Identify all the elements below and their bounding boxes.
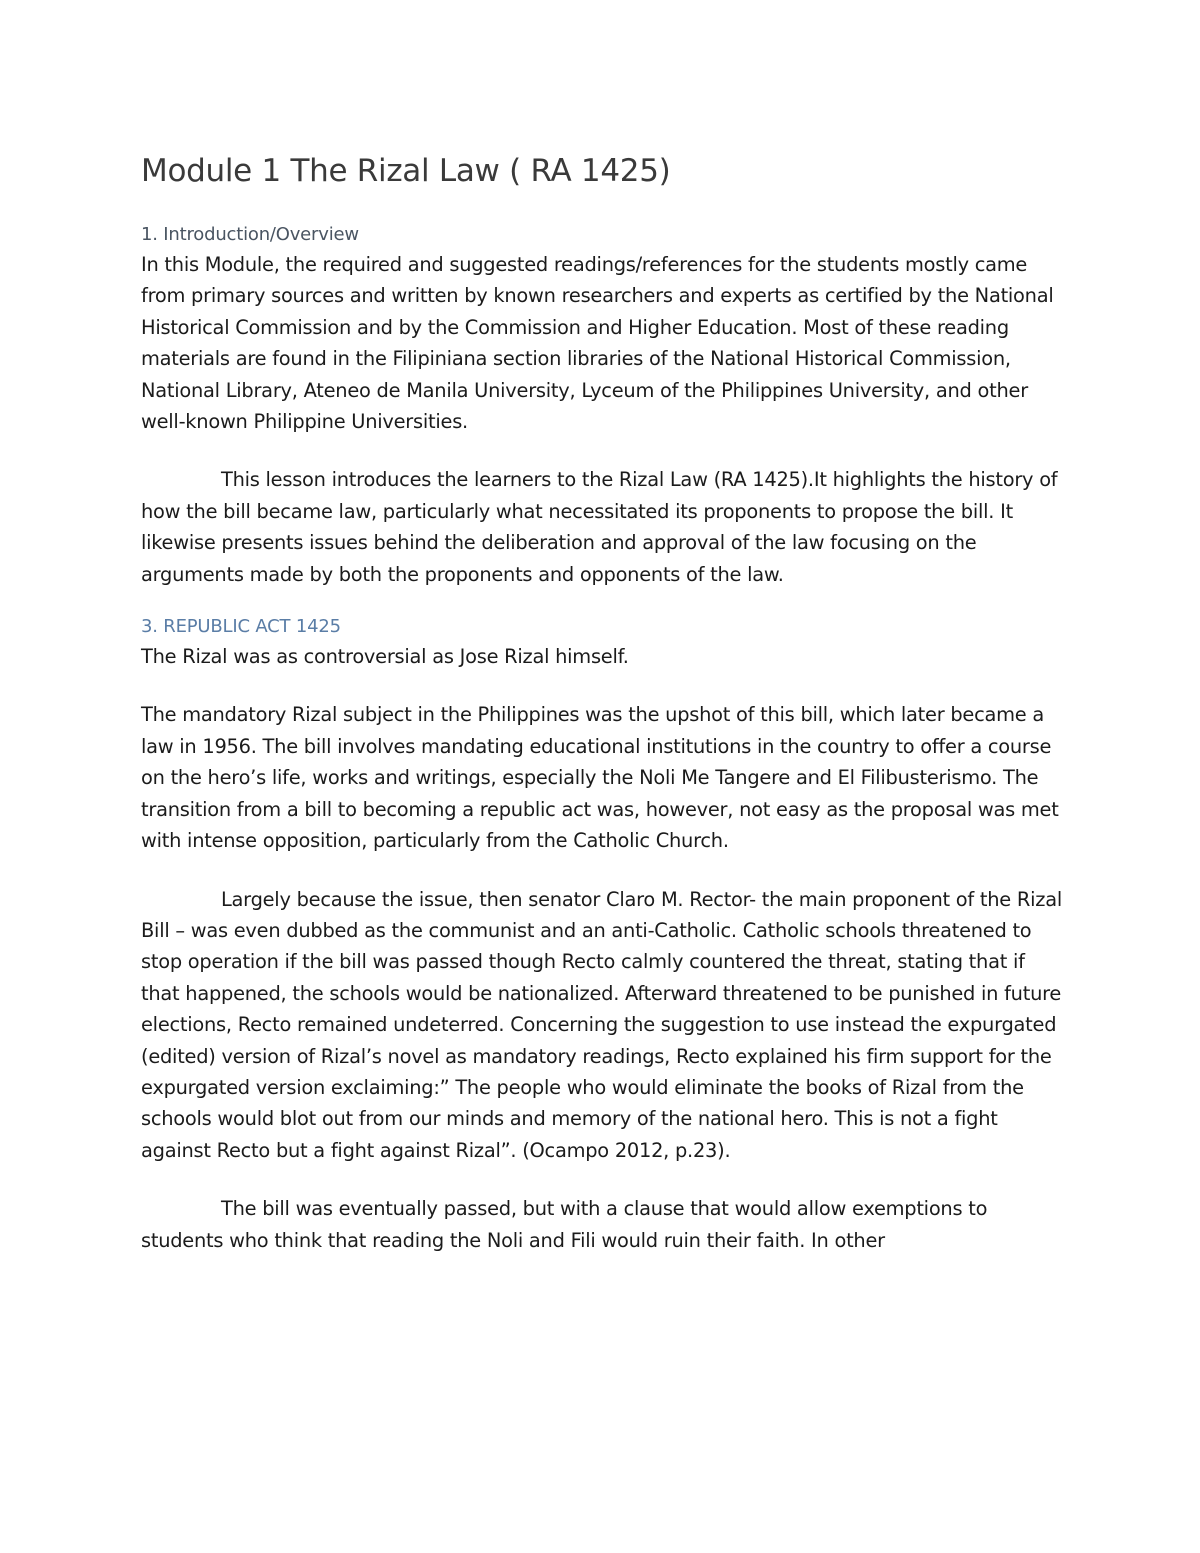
lesson-paragraph: This lesson introduces the learners to the Rizal Law (RA 1425).It highlights the history of how the bill became law, particularly what necessitated its proponents to propose the bill. It likewise presents issues behind the deliberation and approval of the law focusing on the arguments made by both the proponents and opponents of the law. [141, 468, 1058, 586]
page-title: Module 1 The Rizal Law ( RA 1425) [141, 153, 671, 189]
document-body [141, 150, 1066, 1256]
controversy-line: The Rizal was as controversial as Jose Rizal himself. [141, 645, 629, 669]
recto-paragraph: Largely because the issue, then senator Claro M. Rector- the main proponent of the Rizal Bill – was even dubbed as the communist and an anti-Catholic. Catholic schools threatened to stop operation if the bill was passed though Recto calmly countered the threat, stating that if that happened, the schools would be nationalized. Afterward threatened to be punished in future elections, Recto remained undeterred. Concerning the suggestion to use instead the expurgated (edited) version of Rizal’s novel as mandatory readings, Recto explained his firm support for the expurgated version exclaiming:” The people who would eliminate the books of Rizal from the schools would blot out from our minds and memory of the national hero. This is not a fight against Recto but a fight against Rizal”. (Ocampo 2012, p.23). [141, 887, 1062, 1162]
section-heading-introduction: 1. Introduction/Overview [141, 224, 359, 245]
passed-paragraph: The bill was eventually passed, but with a clause that would allow exemptions to students who think that reading the Noli and Fili would ruin their faith. In other [141, 1197, 988, 1252]
intro-paragraph: In this Module, the required and suggested readings/references for the students mostly came from primary sources and written by known researchers and experts as certified by the National Historical Commission and by the Commission and Higher Education. Most of these reading materials are found in the Filipiniana section libraries of the National Historical Commission, National Library, Ateneo de Manila University, Lyceum of the Philippines University, and other well-known Philippine Universities. [141, 253, 1054, 434]
section-heading-republic-act: 3. REPUBLIC ACT 1425 [141, 616, 341, 638]
mandatory-paragraph: The mandatory Rizal subject in the Philippines was the upshot of this bill, which later became a law in 1956. The bill involves mandating educational institutions in the country to offer a course on the hero’s life, works and writings, especially the Noli Me Tangere and El Filibusterismo. The transition from a bill to becoming a republic act was, however, not easy as the proposal was met with intense opposition, particularly from the Catholic Church. [141, 703, 1059, 853]
